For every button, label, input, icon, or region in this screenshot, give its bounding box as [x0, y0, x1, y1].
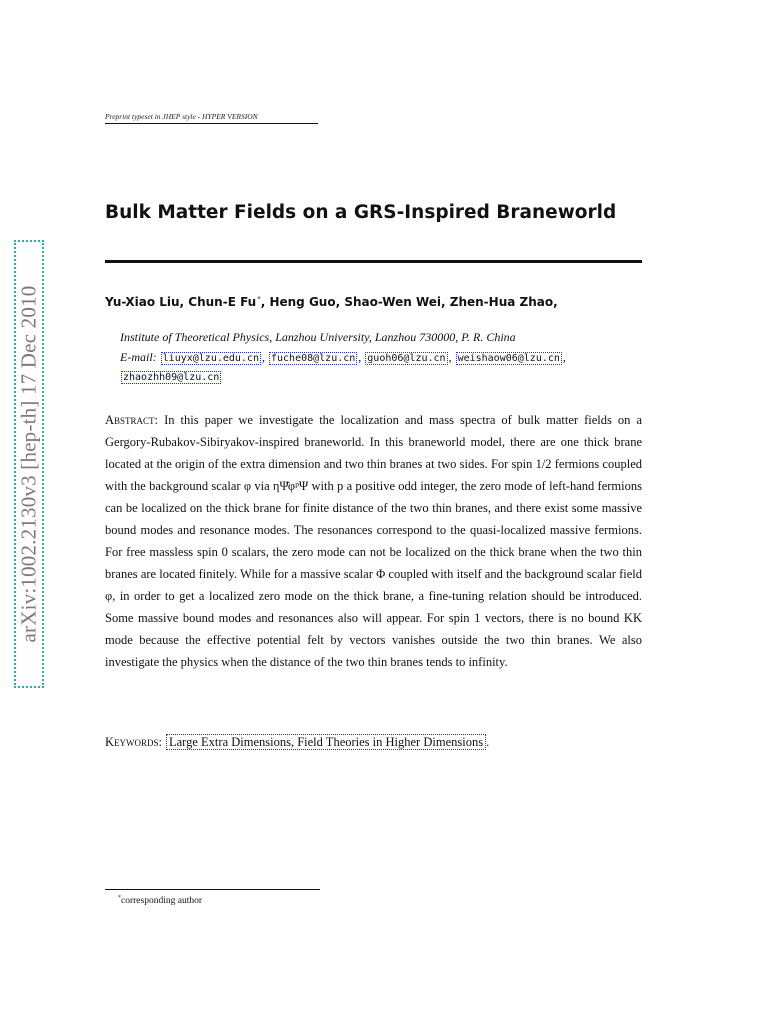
abstract: [105, 409, 642, 673]
corresponding-author-mark[interactable]: *: [257, 295, 261, 303]
author-list: [105, 295, 558, 309]
email-label: E-mail:: [120, 350, 157, 364]
footnote-text: corresponding author: [121, 896, 202, 906]
email-line-2: [120, 369, 222, 384]
keywords-label: Keywords:: [105, 735, 162, 749]
title-rule: [105, 260, 642, 263]
email-line: E-mail: liuyx@lzu.edu.cn , fuche08@lzu.cn , guoh06@lzu.cn , weishaow06@lzu.cn ,: [120, 350, 566, 364]
footnote: [118, 895, 202, 906]
email-link-1[interactable]: liuyx@lzu.edu.cn: [162, 353, 259, 364]
authors-part1: Yu-Xiao Liu, Chun-E Fu: [105, 295, 257, 309]
email-link-2[interactable]: fuche08@lzu.cn: [270, 353, 356, 364]
preprint-note: Preprint typeset in JHEP style - HYPER VERSION: [105, 112, 258, 121]
keywords: Keywords: Large Extra Dimensions, Field Theories in Higher Dimensions .: [105, 735, 490, 749]
abstract-text: In this paper we investigate the localization and mass spectra of bulk matter fields on a Gergory-Rubakov-Sibiryakov-inspired braneworld. In this braneworld model, there are one thick brane located at the origin of the extra dimension and two thin branes at two sides. For spin 1/2 fermions coupled with the background scalar φ via ηΨ̄φᵖΨ with p a positive odd integer, the zero mode of left-hand fermions can be localized on the thick brane for finite distance of the two thin branes, and there exist some massive bound modes and resonance modes. The resonances correspond to the quasi-localized massive fermions. For free massless spin 0 scalars, the zero mode can not be localized on the thick brane when the two thin branes are located finitely. While for a massive scalar Φ coupled with itself and the background scalar field φ, in order to get a localized zero mode on the thick brane, a fine-tuning relation should be introduced. Some massive bound modes and resonances also will appear. For spin 1 vectors, there is no bound KK mode because the effective potential felt by vectors vanishes outside the two thin branes. We also investigate the physics when the distance of the two thin branes tends to infinity.: [105, 413, 642, 669]
affiliation: Institute of Theoretical Physics, Lanzhou University, Lanzhou 730000, P. R. China: [120, 330, 516, 344]
arxiv-stamp[interactable]: arXiv:1002.2130v3 [hep-th] 17 Dec 2010: [16, 285, 41, 643]
authors-part2: , Heng Guo, Shao-Wen Wei, Zhen-Hua Zhao,: [260, 295, 558, 309]
keywords-link[interactable]: Large Extra Dimensions, Field Theories in Higher Dimensions: [166, 734, 486, 750]
abstract-label: Abstract:: [105, 413, 159, 427]
paper-title: Bulk Matter Fields on a GRS-Inspired Braneworld: [105, 202, 617, 223]
footnote-mark: *: [118, 895, 121, 901]
preprint-rule: [105, 123, 318, 124]
email-link-4[interactable]: weishaow06@lzu.cn: [457, 353, 560, 364]
footnote-rule: [105, 889, 320, 890]
email-link-3[interactable]: guoh06@lzu.cn: [367, 353, 446, 364]
email-link-5[interactable]: zhaozhh09@lzu.cn: [123, 372, 220, 383]
